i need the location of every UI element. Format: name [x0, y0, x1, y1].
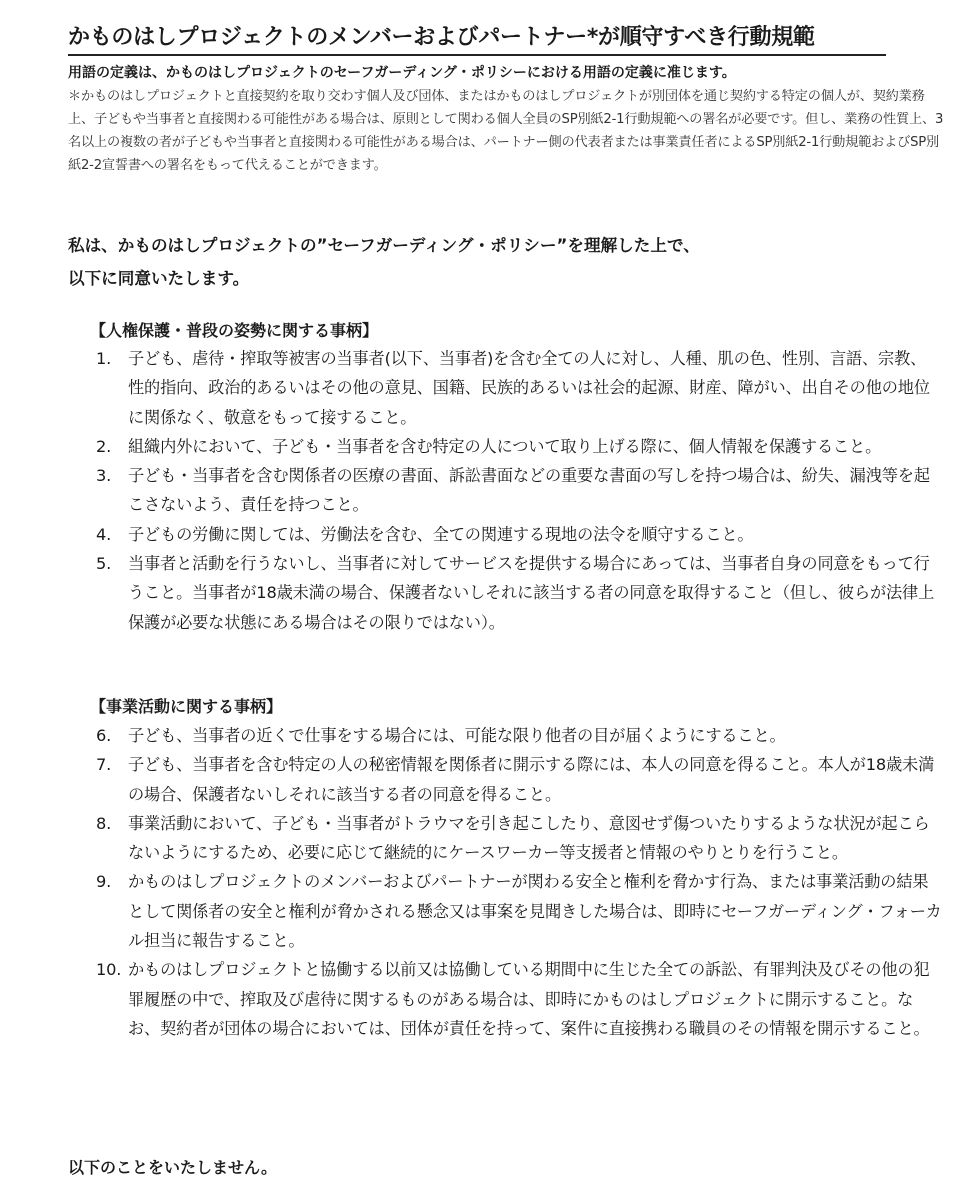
item-number: 6.: [96, 726, 112, 745]
item-number: 2.: [96, 436, 112, 456]
list-item: [96, 432, 942, 461]
item-number: 1.: [96, 349, 112, 368]
item-text: 子どもの労働に関しては、労働法を含む、全ての関連する現地の法令を順守すること。: [128, 524, 754, 544]
section-heading-human-rights: 【人権保護・普段の姿勢に関する事柄】: [90, 321, 379, 340]
business-activities-list: [96, 721, 942, 1043]
item-text: かものはしプロジェクトのメンバーおよびパートナーが関わる安全と権利を脅かす行為、または事業活動の結果として関係者の安全と権利が脅かされる懸念又は事案を見聞きした場合は、即時にセーフガーディング・フォーカル担当に報告すること。: [128, 872, 942, 951]
intro-line-1: 私は、かものはしプロジェクトの”セーフガーディング・ポリシー”を理解した上で、: [68, 236, 700, 255]
item-number: 9.: [96, 872, 112, 892]
list-item: [96, 344, 942, 432]
definition-note: 用語の定義は、かものはしプロジェクトのセーフガーディング・ポリシーにおける用語の定義に准じます。: [68, 65, 736, 81]
item-number: 3.: [96, 466, 112, 486]
intro-statement: [68, 229, 700, 295]
item-text: かものはしプロジェクトと協働する以前又は協働している期間中に生じた全ての訴訟、有罪判決及びその他の犯罪履歴の中で、搾取及び虐待に関するものがある場合は、即時にかものはしプロジェクトに開示すること。なお、契約者が団体の場合においては、団体が責任を持って、案件に直接携わる職員のその情報を開示すること。: [128, 960, 930, 1038]
list-item: [96, 867, 942, 955]
list-item: [96, 461, 942, 520]
item-text: 組織内外において、子ども・当事者を含む特定の人について取り上げる際に、個人情報を保護すること。: [128, 436, 882, 456]
item-text: 事業活動において、子ども・当事者がトラウマを引き起こしたり、意図せず傷ついたりするような状況が起こらないようにするため、必要に応じて継続的にケースワーカー等支援者と情報のやりとりを行うこと。: [128, 813, 930, 863]
list-item: [96, 955, 942, 1043]
footnote: ＊かものはしプロジェクトと直接契約を取り交わす個人及び団体、またはかものはしプロジェクトが別団体を通じ契約する特定の個人が、契約業務上、子どもや当事者と直接関わる可能性がある場合は、原則として関わる個人全員のSP別紙2-1行動規範への署名が必要です。但し、業務の性質上、3名以上の複数の者が子どもや当事者と直接関わる可能性がある場合は、パートナー側の代表者または事業責任者によるSP別紙2-1行動規範およびSP別紙2-2宣誓書への署名をもって代えることができます。: [68, 89, 944, 173]
item-number: 4.: [96, 524, 112, 544]
list-item: [96, 750, 942, 809]
list-item: [96, 549, 942, 637]
item-text: 当事者と活動を行うないし、当事者に対してサービスを提供する場合にあっては、当事者自身の同意をもって行うこと。当事者が18歳未満の場合、保護者ないしそれに該当する者の同意を取得すること（但し、彼らが法律上保護が必要な状態にある場合はその限りではない）。: [128, 554, 935, 632]
item-number: 10.: [96, 960, 122, 980]
item-text: 子ども、当事者を含む特定の人の秘密情報を関係者に開示する際には、本人の同意を得ること。本人が18歳未満の場合、保護者ないしそれに該当する者の同意を得ること。: [128, 755, 935, 804]
list-item: [96, 520, 942, 549]
section-heading-business-activities: 【事業活動に関する事柄】: [90, 697, 283, 716]
document-title: かものはしプロジェクトのメンバーおよびパートナー*が順守すべき行動規範: [68, 25, 815, 50]
item-number: 7.: [96, 755, 112, 775]
item-text: 子ども・当事者を含む関係者の医療の書面、訴訟書面などの重要な書面の写しを持つ場合は、紛失、漏洩等を起こさないよう、責任を持つこと。: [128, 466, 930, 515]
title-underline: [68, 54, 886, 56]
intro-line-2: 以下に同意いたします。: [68, 269, 250, 288]
closing-statement: 以下のことをいたしません。: [68, 1158, 277, 1177]
item-text: 子ども、当事者の近くで仕事をする場合には、可能な限り他者の目が届くようにすること。: [128, 726, 786, 745]
list-item: [96, 809, 942, 868]
item-number: 8.: [96, 813, 112, 833]
list-item: [96, 721, 942, 750]
item-number: 5.: [96, 554, 112, 574]
human-rights-list: [96, 344, 942, 637]
item-text: 子ども、虐待・搾取等被害の当事者(以下、当事者)を含む全ての人に対し、人種、肌の色、性別、言語、宗教、性的指向、政治的あるいはその他の意見、国籍、民族的あるいは社会的起源、財産、障がい、出自その他の地位に関係なく、敬意をもって接すること。: [128, 349, 930, 427]
